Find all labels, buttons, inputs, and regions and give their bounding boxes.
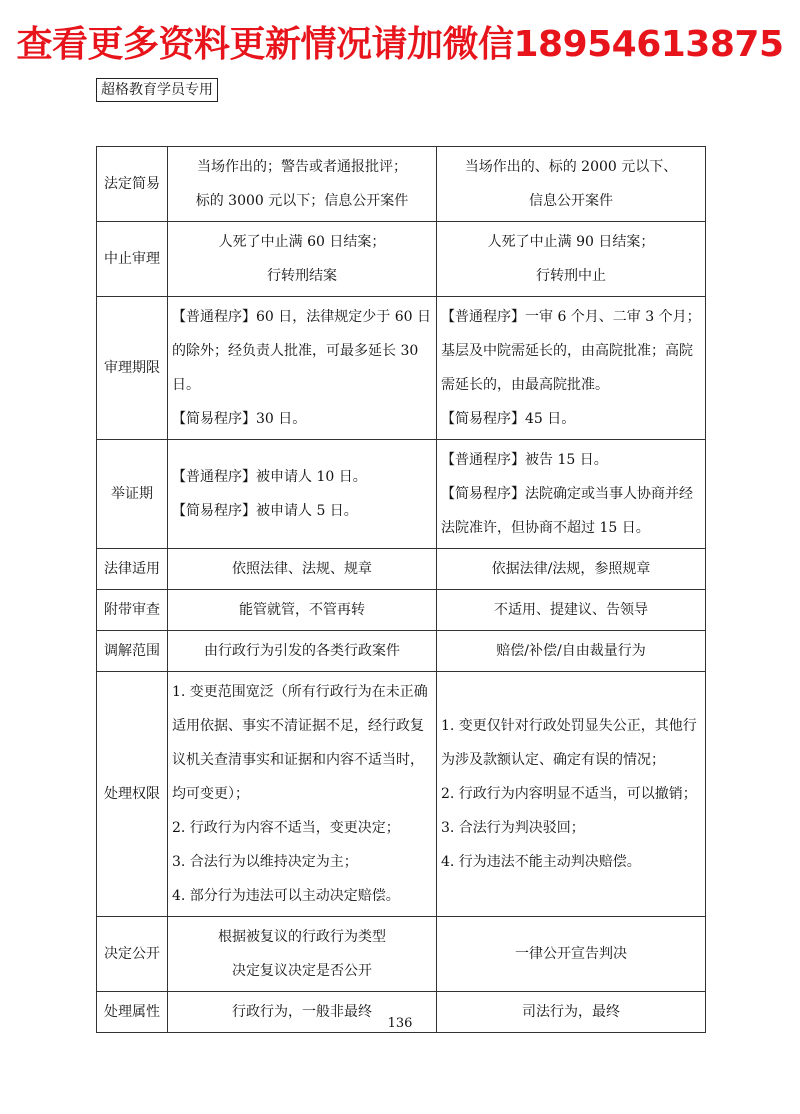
right-cell: 人死了中止满 90 日结案； 行转刑中止 — [437, 222, 706, 297]
table-row — [97, 672, 706, 917]
table-row — [97, 917, 706, 992]
left-cell: 由行政行为引发的各类行政案件 — [168, 631, 437, 672]
left-cell: 能管就管，不管再转 — [168, 590, 437, 631]
left-cell: 依照法律、法规、规章 — [168, 549, 437, 590]
left-cell: 1. 变更范围宽泛（所有行政行为在未正确适用依据、事实不清证据不足，经行政复议机关查清事实和证据和内容不适当时，均可变更）； 2. 行政行为内容不适当，变更决定； 3. 合法行为以维持决定为主； 4. 部分行为违法可以主动决定赔偿。 — [168, 672, 437, 917]
page-number: 136 — [387, 1016, 413, 1031]
header-tag: 超格教育学员专用 — [96, 78, 218, 102]
right-cell: 司法行为，最终 — [437, 992, 706, 1033]
right-cell: 依据法律/法规，参照规章 — [437, 549, 706, 590]
row-label: 处理权限 — [97, 672, 168, 917]
table-row — [97, 222, 706, 297]
right-cell: 【普通程序】一审 6 个月、二审 3 个月；基层及中院需延长的，由高院批准；高院需延长的，由最高院批准。 【简易程序】45 日。 — [437, 297, 706, 440]
row-label: 法律适用 — [97, 549, 168, 590]
right-cell: 不适用、提建议、告领导 — [437, 590, 706, 631]
left-cell: 人死了中止满 60 日结案； 行转刑结案 — [168, 222, 437, 297]
row-label: 审理期限 — [97, 297, 168, 440]
right-cell: 【普通程序】被告 15 日。 【简易程序】法院确定或当事人协商并经法院准许，但协商不超过 15 日。 — [437, 440, 706, 549]
left-cell: 根据被复议的行政行为类型 决定复议决定是否公开 — [168, 917, 437, 992]
row-label: 举证期 — [97, 440, 168, 549]
table-row — [97, 549, 706, 590]
table-row — [97, 297, 706, 440]
left-cell: 行政行为，一般非最终 — [168, 992, 437, 1033]
right-cell: 1. 变更仅针对行政处罚显失公正，其他行为涉及款额认定、确定有误的情况； 2. 行政行为内容明显不适当，可以撤销； 3. 合法行为判决驳回； 4. 行为违法不能主动判决赔偿。 — [437, 672, 706, 917]
right-cell: 一律公开宣告判决 — [437, 917, 706, 992]
table-row — [97, 440, 706, 549]
contact-banner: 查看更多资料更新情况请加微信18954613875 — [16, 24, 784, 65]
table-row — [97, 147, 706, 222]
left-cell: 当场作出的；警告或者通报批评； 标的 3000 元以下；信息公开案件 — [168, 147, 437, 222]
table-row — [97, 590, 706, 631]
row-label: 附带审查 — [97, 590, 168, 631]
table-row — [97, 631, 706, 672]
row-label: 决定公开 — [97, 917, 168, 992]
left-cell: 【普通程序】60 日，法律规定少于 60 日的除外；经负责人批准，可最多延长 30 日。 【简易程序】30 日。 — [168, 297, 437, 440]
row-label: 调解范围 — [97, 631, 168, 672]
row-label: 处理属性 — [97, 992, 168, 1033]
row-label: 法定简易 — [97, 147, 168, 222]
right-cell: 赔偿/补偿/自由裁量行为 — [437, 631, 706, 672]
comparison-table — [96, 146, 706, 1033]
left-cell: 【普通程序】被申请人 10 日。 【简易程序】被申请人 5 日。 — [168, 440, 437, 549]
right-cell: 当场作出的、标的 2000 元以下、 信息公开案件 — [437, 147, 706, 222]
row-label: 中止审理 — [97, 222, 168, 297]
